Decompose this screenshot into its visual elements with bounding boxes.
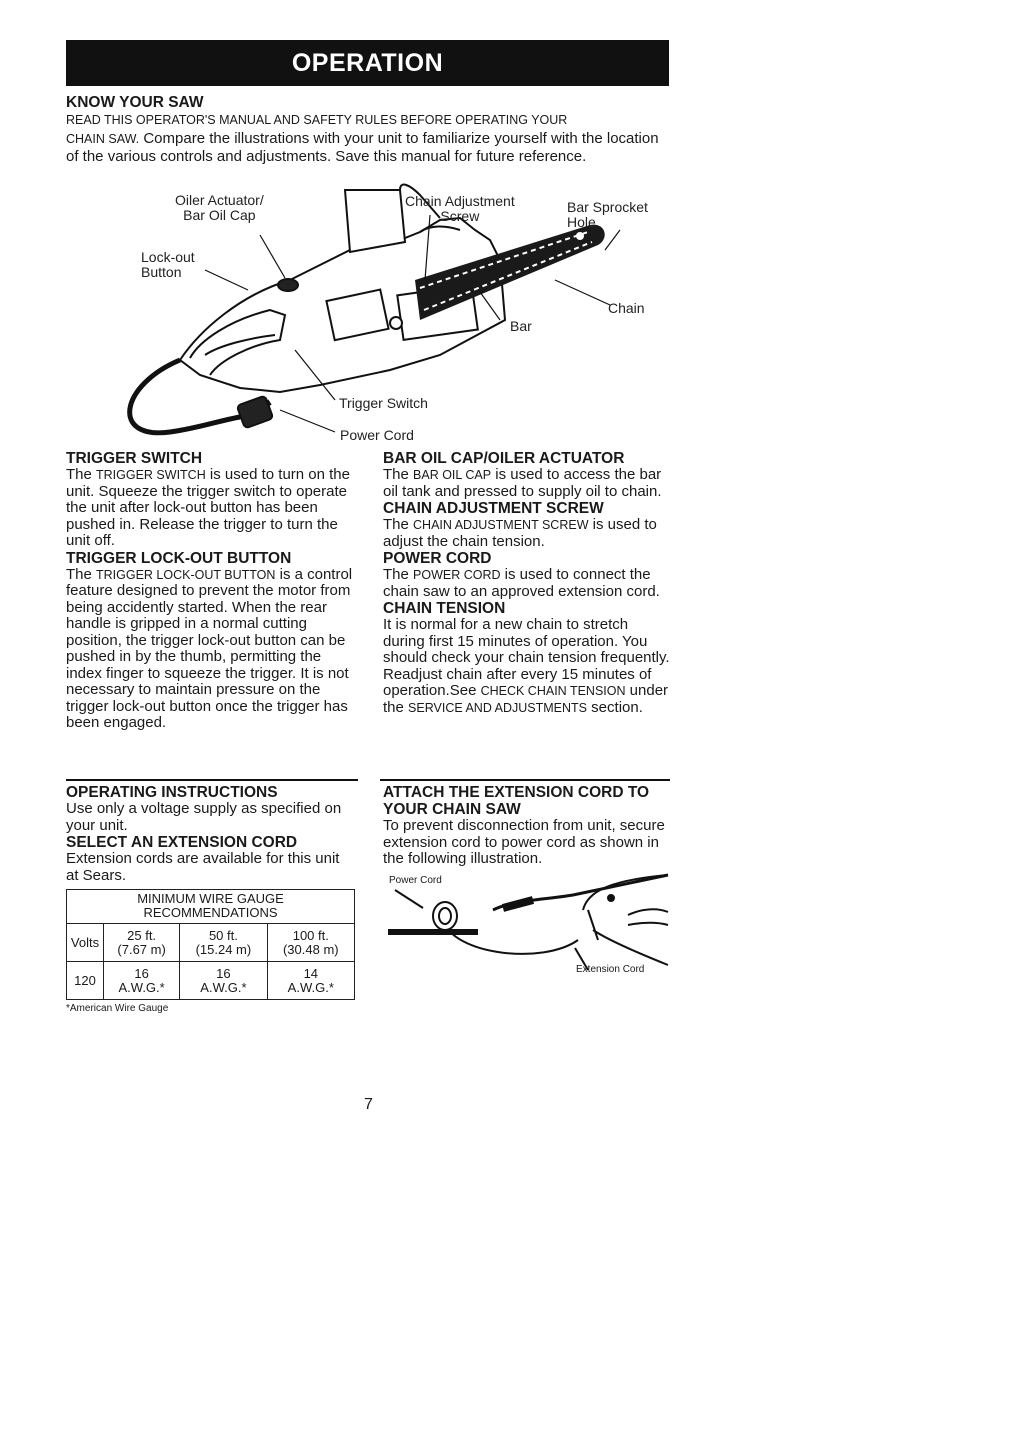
ct-end: section.: [587, 698, 643, 716]
attach-text: To prevent disconnection from unit, secure extension cord to power cord as shown in the following illustration.: [383, 817, 665, 867]
table-title: [67, 890, 355, 924]
label-lock-line2: Button: [141, 264, 182, 280]
wire-gauge-table: [66, 889, 355, 1000]
saw-handle-outline: [583, 875, 668, 965]
len0-ft: 25 ft.: [127, 927, 157, 943]
select-cord-text: Extension cords are available for this unit at Sears.: [66, 850, 340, 884]
ct-caps2: SERVICE AND ADJUSTMENTS: [408, 700, 588, 715]
operating-heading: OPERATING INSTRUCTIONS: [66, 784, 278, 801]
left-column: [66, 450, 358, 732]
ca-b: is used to adjust the chain tension.: [383, 516, 657, 550]
label-bar: Bar: [510, 318, 532, 334]
label-bar-sprocket-hole: [567, 200, 648, 230]
len2-m: (30.48 m): [282, 941, 339, 957]
power-cord-heading: POWER CORD: [383, 550, 492, 567]
pc-a: The: [383, 566, 414, 583]
trigger-switch-text: [66, 467, 358, 550]
operating-instructions: [66, 784, 356, 884]
label-lock-out-button: [141, 250, 195, 280]
chain-adjustment-text: [383, 517, 673, 550]
label-sprocket-line1: Bar Sprocket: [567, 199, 648, 215]
label-oiler-line1: Oiler Actuator/: [175, 192, 264, 208]
divider-left: [66, 779, 358, 781]
bo-a: The: [383, 466, 414, 483]
len1-m: (15.24 m): [195, 941, 252, 957]
chain-tension-heading: CHAIN TENSION: [383, 600, 506, 617]
right-column: [383, 450, 673, 716]
table-footnote: *American Wire Gauge: [66, 1003, 169, 1014]
gauge-100: [267, 962, 354, 1000]
g0-awg: A.W.G.*: [118, 979, 165, 995]
lo-b: is a control feature designed to prevent the motor from being accidently started. When the rear handle is gripped in a normal cutting position, the trigger lock-out button can be pushed in by the thumb, permitting the index finger to squeeze the trigger. It is not necessary to maintain pressure on the trigger lock-out button once the trigger has been engaged.: [66, 565, 353, 731]
wire-gauge-table-wrap: [66, 889, 355, 1014]
table-title-2: RECOMMENDATIONS: [143, 905, 278, 920]
know-body: Compare the illustrations with your unit to familiarize yourself with the location of the various controls and adjustments. Save this manual for future reference.: [66, 129, 659, 165]
label-power-cord: Power Cord: [340, 427, 414, 443]
gauge-50: [180, 962, 267, 1000]
extension-loop: [443, 920, 578, 954]
label-lock-line1: Lock-out: [141, 249, 195, 265]
page-number: 7: [364, 1096, 373, 1113]
gauge-25: [104, 962, 180, 1000]
attach-section: [383, 784, 673, 868]
ts-caps: TRIGGER SWITCH: [96, 468, 206, 482]
ct-mid: under the: [383, 682, 669, 716]
chain-adjustment-heading: CHAIN ADJUSTMENT SCREW: [383, 500, 604, 517]
length-100: [267, 924, 354, 962]
bar-oil-heading: BAR OIL CAP/OILER ACTUATOR: [383, 450, 625, 467]
lo-a: The: [66, 565, 97, 583]
ct-a: It is normal for a new chain to stretch during first 15 minutes of operation. You should check your chain tension frequently. Readjust chain after every 15 minutes of operation.See: [383, 616, 670, 699]
label-oiler-actuator: [175, 193, 264, 223]
know-caps-1: READ THIS OPERATOR'S MANUAL AND SAFETY RULES BEFORE OPERATING YOUR: [66, 113, 568, 127]
volts-header: Volts: [67, 924, 104, 962]
label-oiler-line2: Bar Oil Cap: [183, 207, 256, 223]
label-extension-cord-small: Extension Cord: [576, 964, 645, 975]
label-trigger-switch: Trigger Switch: [339, 395, 428, 411]
know-caps-2: CHAIN SAW.: [66, 131, 140, 146]
ts-a: The: [66, 466, 97, 483]
bar-oil-text: [383, 467, 673, 500]
g2: 14: [303, 965, 319, 981]
select-cord-heading: SELECT AN EXTENSION CORD: [66, 834, 298, 851]
len0-m: (7.67 m): [117, 941, 166, 957]
know-your-saw-section: [66, 94, 670, 166]
ts-b: is used to turn on the unit. Squeeze the trigger switch to operate the unit after lock-out button has been pushed in. Release the trigger to turn the unit off.: [66, 466, 350, 549]
ct-caps1: CHECK CHAIN TENSION: [480, 684, 626, 698]
section-banner: OPERATION: [66, 40, 669, 86]
label-adj-line2: Screw: [440, 208, 480, 224]
g2-awg: A.W.G.*: [287, 979, 334, 995]
len2-ft: 100 ft.: [292, 927, 329, 943]
know-your-saw-text: [66, 111, 670, 166]
label-adj-line1: Chain Adjustment: [405, 193, 515, 209]
chain-tension-text: [383, 617, 673, 716]
length-50: [180, 924, 267, 962]
table-title-1: MINIMUM WIRE GAUGE: [137, 891, 284, 906]
lock-out-heading: TRIGGER LOCK-OUT BUTTON: [66, 549, 292, 567]
bo-b: is used to access the bar oil tank and pressed to supply oil to chain.: [383, 466, 662, 500]
lo-caps: TRIGGER LOCK-OUT BUTTON: [96, 567, 276, 582]
g0: 16: [134, 965, 149, 981]
trigger-switch-heading: TRIGGER SWITCH: [66, 450, 203, 467]
bo-caps: BAR OIL CAP: [413, 468, 492, 482]
power-cord-text: [383, 567, 673, 600]
g1: 16: [216, 965, 231, 981]
length-25: [104, 924, 180, 962]
len1-ft: 50 ft.: [208, 927, 238, 943]
attach-heading: ATTACH THE EXTENSION CORD TO YOUR CHAIN SAW: [383, 784, 650, 818]
lock-out-text: [66, 567, 358, 732]
operating-text: Use only a voltage supply as specified on your unit.: [66, 800, 342, 834]
label-chain-adjustment-screw: [405, 194, 515, 224]
voltage-value: 120: [67, 962, 104, 1000]
ca-caps: CHAIN ADJUSTMENT SCREW: [413, 518, 589, 532]
g1-awg: A.W.G.*: [200, 979, 247, 995]
pc-b: is used to connect the chain saw to an approved extension cord.: [383, 566, 660, 600]
ca-a: The: [383, 516, 414, 533]
label-sprocket-line2: Hole: [567, 214, 596, 230]
know-your-saw-heading: KNOW YOUR SAW: [66, 94, 204, 111]
divider-right: [380, 779, 670, 781]
label-power-cord-small: Power Cord: [389, 875, 442, 886]
pc-caps: POWER CORD: [413, 568, 501, 582]
label-chain: Chain: [608, 300, 645, 316]
